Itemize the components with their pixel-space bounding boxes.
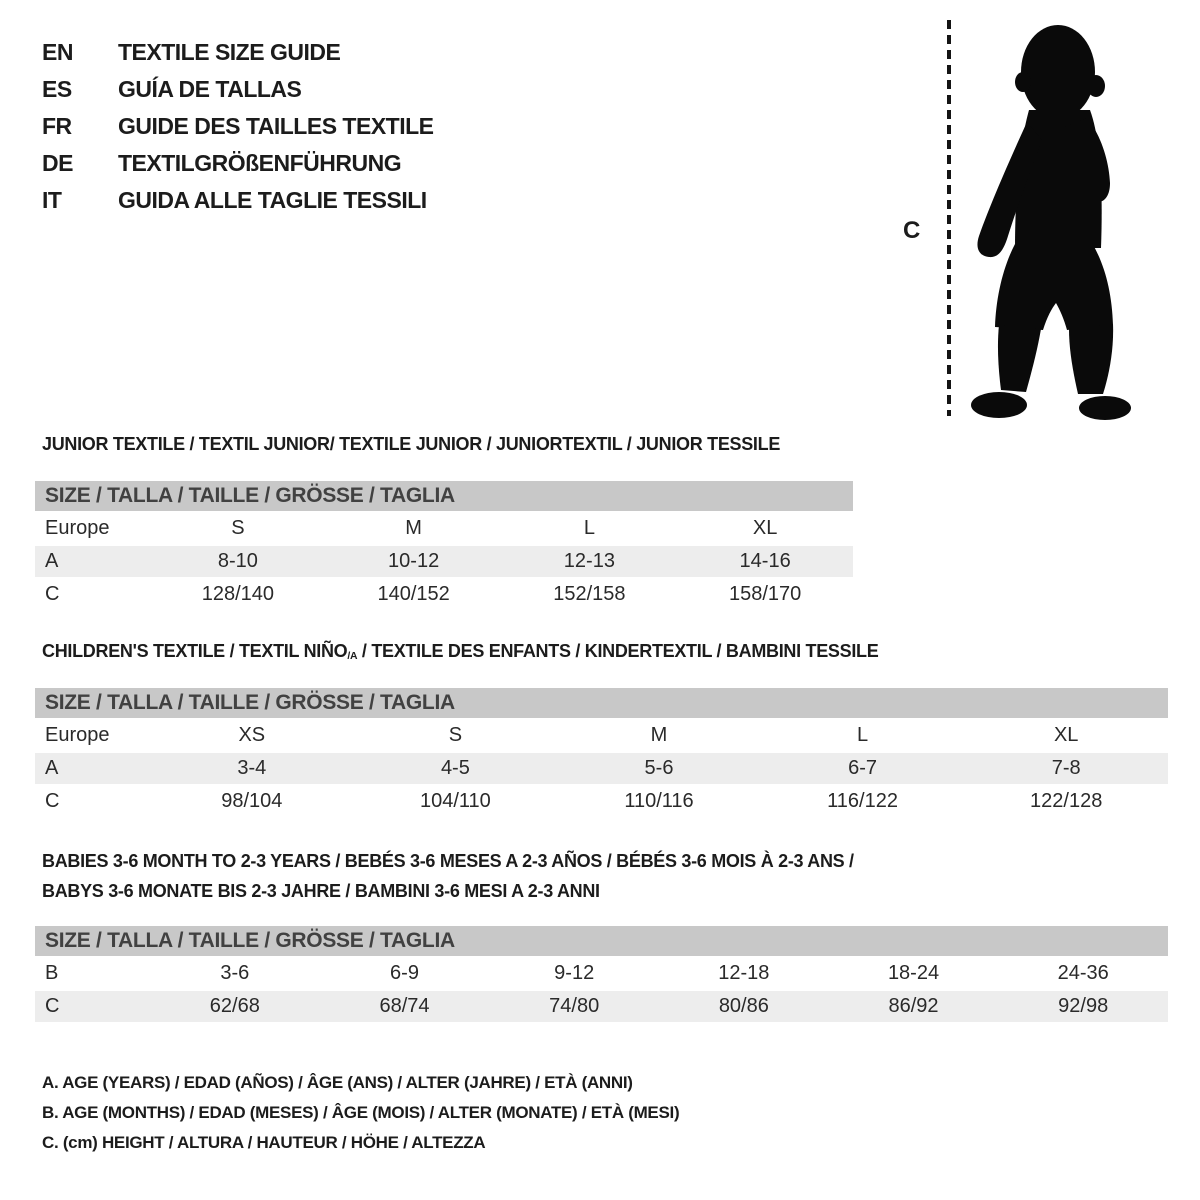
size-cell: XS [238,724,266,746]
size-cell: 92/98 [1058,995,1109,1017]
babies-size-table [35,926,1168,1022]
children-section-title [42,641,878,662]
size-cell: 116/122 [827,790,898,812]
junior-section-title: JUNIOR TEXTILE / TEXTIL JUNIOR/ TEXTILE JUNIOR / JUNIORTEXTIL / JUNIOR TESSILE [42,434,781,454]
size-cell: 62/68 [209,995,260,1017]
lang-row-es [42,71,434,108]
size-cell: 18-24 [887,962,940,984]
size-cell: 74/80 [549,995,600,1017]
size-cell: 98/104 [221,790,283,812]
size-cell: 86/92 [888,995,939,1017]
babies-section-title-line2: BABYS 3-6 MONATE BIS 2-3 JAHRE / BAMBINI 3-6 MESI A 2-3 ANNI [42,881,600,901]
size-cell: 6-7 [848,757,878,779]
size-cell: 8-10 [217,550,258,572]
lang-code: IT [42,187,62,213]
size-cell: 122/128 [1030,790,1103,812]
size-cell: 6-9 [390,962,419,984]
row-label: Europe [45,724,110,746]
row-label: Europe [45,517,110,539]
footnote-a: A. AGE (YEARS) / EDAD (AÑOS) / ÂGE (ANS) / ALTER (JAHRE) / ETÀ (ANNI) [42,1073,633,1092]
lang-code: EN [42,39,73,65]
size-cell: S [231,517,245,539]
table-row [35,958,1168,989]
table-row [35,546,853,577]
size-cell: 5-6 [644,757,674,779]
row-label: B [45,962,59,984]
size-cell: 3-6 [220,962,250,984]
size-cell: 80/86 [718,995,769,1017]
size-cell: 14-16 [739,550,791,572]
table-row [35,579,853,610]
lang-code: DE [42,150,73,176]
size-cell: 24-36 [1057,962,1109,984]
size-cell: L [857,724,869,746]
size-cell: 10-12 [388,550,440,572]
size-cell: 152/158 [553,583,626,605]
children-title-post: / TEXTILE DES ENFANTS / KINDERTEXTIL / BAMBINI TESSILE [357,641,879,661]
junior-size-table [35,481,853,610]
table-row [35,991,1168,1022]
size-cell: 12-18 [718,962,770,984]
height-measure-dashed-line [947,20,951,416]
size-cell: 104/110 [419,790,491,812]
footnote-c: C. (cm) HEIGHT / ALTURA / HAUTEUR / HÖHE / ALTEZZA [42,1133,486,1152]
footnote-b: B. AGE (MONTHS) / EDAD (MESES) / ÂGE (MOIS) / ALTER (MONATE) / ETÀ (MESI) [42,1103,680,1122]
height-measure-label: C [903,217,921,244]
row-label: A [45,757,59,779]
size-cell: 128/140 [201,583,275,605]
size-cell: 3-4 [237,757,267,779]
language-header [42,34,434,219]
lang-row-en [42,34,434,71]
size-cell: L [583,517,595,539]
lang-row-fr [42,108,434,145]
size-cell: 7-8 [1051,757,1081,779]
row-label: A [45,550,59,572]
size-cell: M [405,517,422,539]
table-row [35,513,853,544]
children-size-header: SIZE / TALLA / TAILLE / GRÖSSE / TAGLIA [35,688,1168,718]
junior-size-header: SIZE / TALLA / TAILLE / GRÖSSE / TAGLIA [35,481,853,511]
size-cell: 4-5 [440,757,470,779]
size-cell: 68/74 [379,995,430,1017]
lang-label: TEXTILGRÖßENFÜHRUNG [118,150,402,176]
babies-size-header: SIZE / TALLA / TAILLE / GRÖSSE / TAGLIA [35,926,1168,956]
lang-code: FR [42,113,72,139]
size-cell: S [448,724,463,746]
row-label: C [45,995,60,1017]
babies-section-title-line1: BABIES 3-6 MONTH TO 2-3 YEARS / BEBÉS 3-6 MESES A 2-3 AÑOS / BÉBÉS 3-6 MOIS À 2-3 ANS / [42,851,854,871]
size-cell: 158/170 [728,583,802,605]
table-row [35,753,1168,784]
footnotes [42,1073,679,1163]
size-cell: 140/152 [377,583,450,605]
row-label: C [45,790,60,812]
children-size-table [35,688,1168,817]
lang-row-it [42,182,434,219]
size-cell: XL [752,517,778,539]
children-title-pre: CHILDREN'S TEXTILE / TEXTIL NIÑO [42,641,348,661]
lang-label: GUÍA DE TALLAS [118,76,302,102]
lang-label: GUIDA ALLE TAGLIE TESSILI [118,187,427,213]
lang-label: TEXTILE SIZE GUIDE [118,39,341,65]
children-title-subscript: /A [347,650,358,662]
size-cell: 12-13 [563,550,615,572]
size-cell: 9-12 [554,962,595,984]
size-cell: XL [1053,724,1079,746]
size-cell: 110/116 [624,790,694,812]
size-cell: M [650,724,668,746]
lang-row-de [42,145,434,182]
toddler-silhouette [963,22,1143,422]
lang-label: GUIDE DES TAILLES TEXTILE [118,113,434,139]
table-row [35,720,1168,751]
lang-code: ES [42,76,72,102]
table-row [35,786,1168,817]
row-label: C [45,583,60,605]
